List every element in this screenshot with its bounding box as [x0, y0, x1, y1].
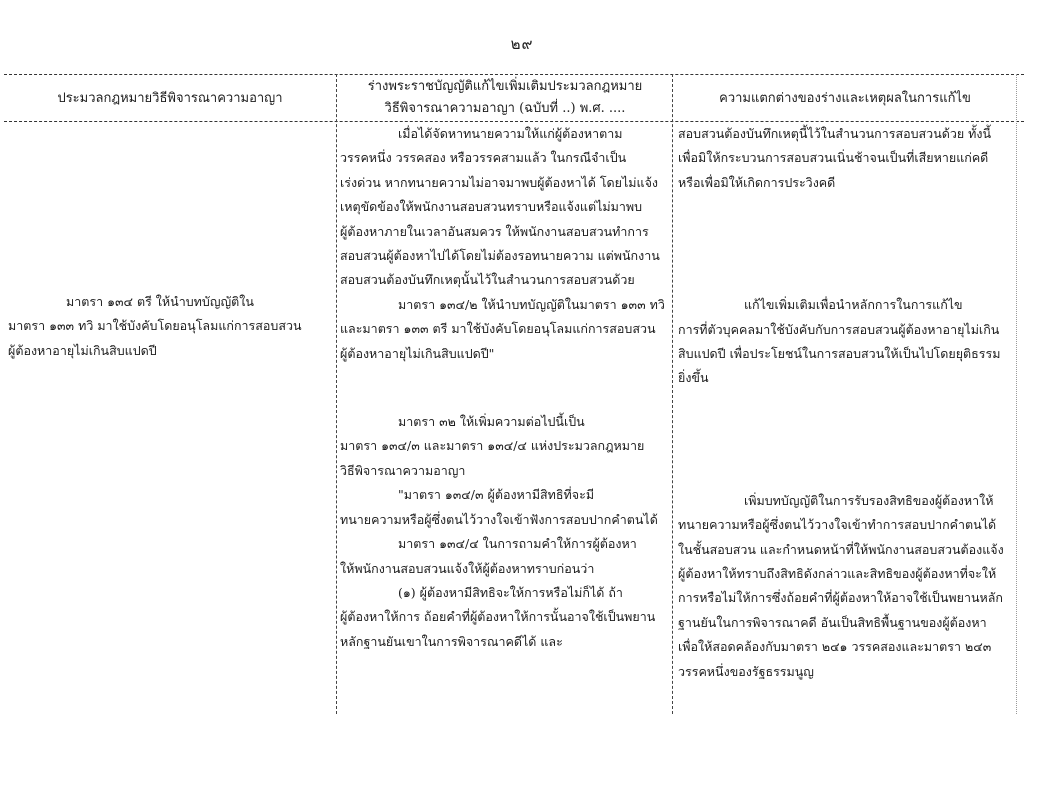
reason-line: สิบแปดปี เพื่อประโยชน์ในการสอบสวนให้เป็นไปโดยยุติธรรม: [678, 346, 1001, 362]
draft-line: มาตรา ๑๓๔/๔ ในการถามคำให้การผู้ต้องหา: [398, 536, 637, 552]
reason-line: การหรือไม่ให้การซึ่งถ้อยคำที่ผู้ต้องหาให้อาจใช้เป็นพยานหลัก: [678, 590, 1003, 606]
current-law-line: มาตรา ๑๓๓ ทวิ มาใช้บังคับโดยอนุโลมแก่การสอบสวน: [8, 318, 302, 334]
header-current-law: ประมวลกฎหมายวิธีพิจารณาความอาญา: [57, 91, 283, 106]
column-divider-2: [672, 74, 673, 714]
draft-line: มาตรา ๓๒ ให้เพิ่มความต่อไปนี้เป็น: [398, 414, 585, 430]
draft-line: สอบสวนต้องบันทึกเหตุนั้นไว้ในสำนวนการสอบสวนด้วย: [340, 272, 635, 288]
header-draft-bill-line2: วิธีพิจารณาความอาญา (ฉบับที่ ..) พ.ศ. ....: [384, 101, 626, 116]
reason-line: หรือเพื่อมิให้เกิดการประวิงคดี: [678, 174, 836, 190]
reason-line: เพื่อมิให้กระบวนการสอบสวนเนิ่นช้าจนเป็นที่เสียหายแก่คดี: [678, 150, 989, 166]
header-draft-bill-line1: ร่างพระราชบัญญัติแก้ไขเพิ่มเติมประมวลกฎหมาย: [367, 79, 643, 94]
reason-line: การที่ตัวบุคคลมาใช้บังคับกับการสอบสวนผู้ต้องหาอายุไม่เกิน: [678, 321, 1000, 337]
reason-line: วรรคหนึ่งของรัฐธรรมนูญ: [678, 663, 814, 679]
reason-line: ยิ่งขึ้น: [678, 370, 709, 386]
current-law-column: [8, 290, 330, 363]
header-draft-bill: [340, 76, 670, 120]
reason-line: สอบสวนต้องบันทึกเหตุนี้ไว้ในสำนวนการสอบสวนด้วย ทั้งนี้: [678, 126, 992, 141]
reason-line: เพื่อให้สอดคล้องกับมาตรา ๒๔๑ วรรคสองและมาตรา ๒๔๓: [678, 639, 992, 655]
draft-line: เมื่อได้จัดหาทนายความให้แก่ผู้ต้องหาตาม: [398, 126, 623, 141]
draft-line: ผู้ต้องหาให้การ ถ้อยคำที่ผู้ต้องหาให้การนั้นอาจใช้เป็นพยาน: [340, 609, 656, 625]
reason-line: ทนายความหรือผู้ซึ่งตนไว้วางใจเข้าทำการสอบปากคำตนได้: [678, 517, 997, 533]
draft-bill-column: [340, 122, 672, 654]
column-divider-3: [1016, 74, 1017, 714]
reason-line: ฐานยันในการพิจารณาคดี อันเป็นสิทธิพื้นฐานของผู้ต้องหา: [678, 614, 987, 630]
draft-line: "มาตรา ๑๓๔/๓ ผู้ต้องหามีสิทธิที่จะมี: [398, 487, 595, 503]
header-differences-reasons: ความแตกต่างของร่างและเหตุผลในการแก้ไข: [719, 91, 971, 106]
column-divider-1: [336, 74, 337, 714]
draft-line: ให้พนักงานสอบสวนแจ้งให้ผู้ต้องหาทราบก่อนว่า: [340, 560, 595, 576]
spacer: [678, 195, 1014, 293]
reasons-column: [678, 122, 1014, 684]
draft-line: ผู้ต้องหาภายในเวลาอันสมควร ให้พนักงานสอบสวนทำการ: [340, 223, 649, 239]
draft-line: ผู้ต้องหาอายุไม่เกินสิบแปดปี": [340, 345, 495, 361]
reason-line: แก้ไขเพิ่มเติมเพื่อนำหลักการในการแก้ไข: [744, 297, 963, 313]
table-top-rule: [4, 74, 1024, 75]
draft-line: มาตรา ๑๓๔/๒ ให้นำบทบัญญัติในมาตรา ๑๓๓ ทวิ: [398, 296, 665, 312]
draft-line: ทนายความหรือผู้ซึ่งตนไว้วางใจเข้าฟังการสอบปากคำตนได้: [340, 511, 658, 527]
draft-line: หลักฐานยันเขาในการพิจารณาคดีได้ และ: [340, 633, 563, 649]
draft-line: วิธีพิจารณาความอาญา: [340, 462, 466, 478]
reason-line: ในชั้นสอบสวน และกำหนดหน้าที่ให้พนักงานสอบสวนต้องแจ้ง: [678, 541, 1004, 557]
reason-line: เพิ่มบทบัญญัติในการรับรองสิทธิของผู้ต้องหาให้: [744, 492, 994, 508]
draft-line: เร่งด่วน หากทนายความไม่อาจมาพบผู้ต้องหาได้ โดยไม่แจ้ง: [340, 174, 659, 190]
current-law-line: มาตรา ๑๓๔ ตรี ให้นำบทบัญญัติใน: [66, 294, 254, 309]
draft-line: เหตุขัดข้องให้พนักงานสอบสวนทราบหรือแจ้งแต่ไม่มาพบ: [340, 199, 643, 215]
spacer: [678, 391, 1014, 489]
spacer: [340, 366, 672, 410]
draft-line: และมาตรา ๑๓๓ ตรี มาใช้บังคับโดยอนุโลมแก่การสอบสวน: [340, 321, 656, 337]
draft-line: มาตรา ๑๓๔/๓ และมาตรา ๑๓๔/๔ แห่งประมวลกฎหมาย: [340, 438, 645, 454]
draft-line: สอบสวนผู้ต้องหาไปได้โดยไม่ต้องรอทนายความ แต่พนักงาน: [340, 248, 660, 264]
current-law-line: ผู้ต้องหาอายุไม่เกินสิบแปดปี: [8, 342, 157, 358]
reason-line: ผู้ต้องหาให้ทราบถึงสิทธิดังกล่าวและสิทธิของผู้ต้องหาที่จะให้: [678, 566, 997, 582]
draft-line: วรรคหนึ่ง วรรคสอง หรือวรรคสามแล้ว ในกรณีจำเป็น: [340, 150, 627, 166]
draft-line: (๑) ผู้ต้องหามีสิทธิจะให้การหรือไม่ก็ได้ ถ้า: [398, 584, 623, 600]
page-number: ๒๙: [510, 35, 534, 53]
